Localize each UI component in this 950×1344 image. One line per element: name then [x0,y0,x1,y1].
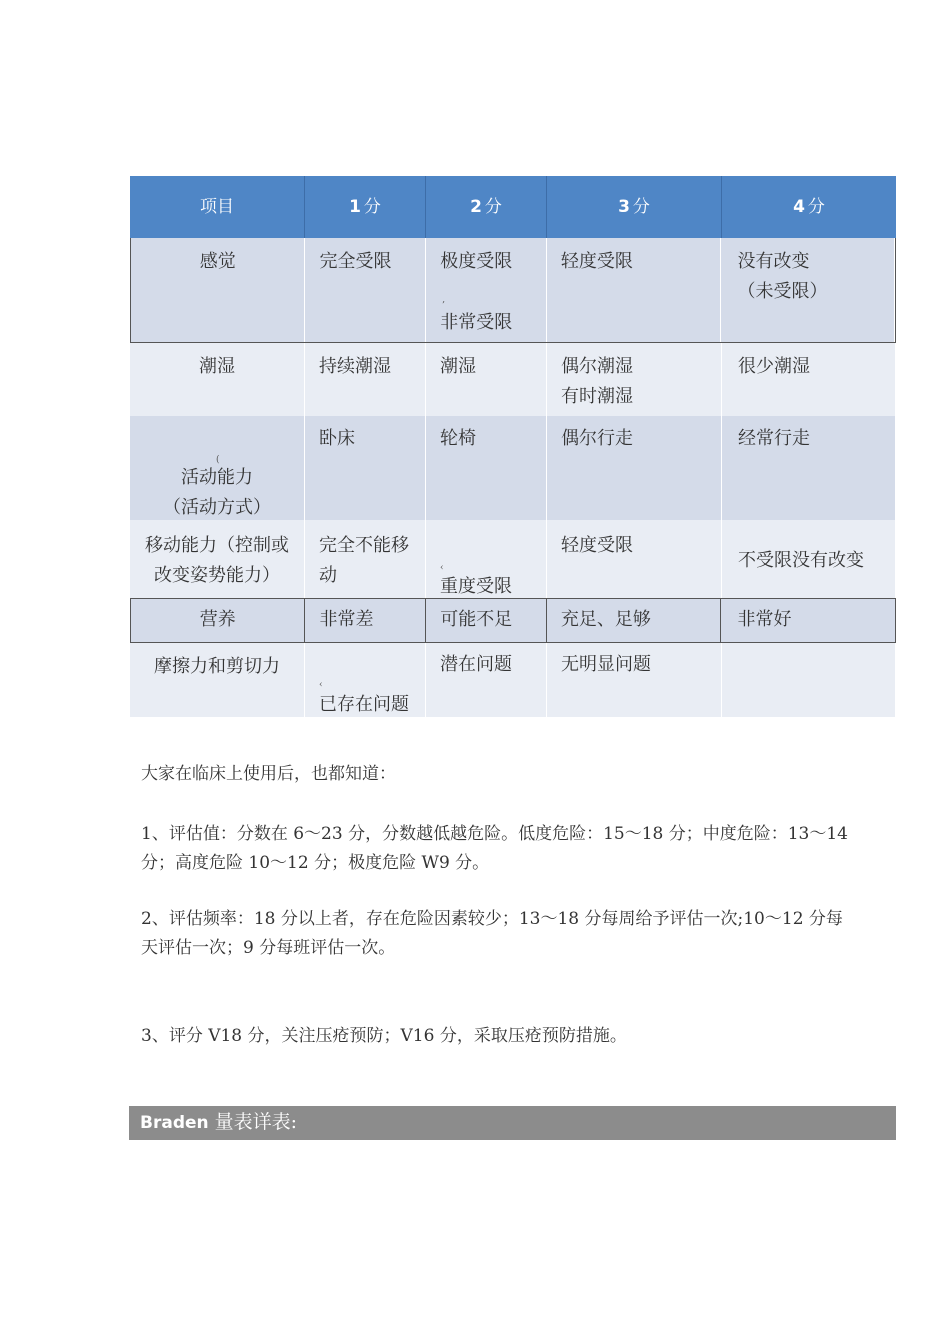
header-score-1: 1 分 [305,176,426,238]
score-1-cell: 完全受限 [305,238,426,342]
header-score-4: 4 分 [793,197,825,217]
row-label: 感觉 [131,238,305,342]
score-4-cell [722,643,896,717]
section-heading-bar [129,1106,896,1140]
section-heading-bold: Braden [140,1113,209,1133]
score-2-cell: 轮椅 [426,416,547,520]
section-heading-text: 量表详表: [208,1111,298,1133]
header-score-3: 3 分 [547,176,722,238]
paragraph-frequency: 2、评估频率：18 分以上者，存在危险因素较少；13〜18 分每周给予评估一次;10〜12 分每 天评估一次；9 分每班评估一次。 [141,909,843,958]
table-row-mobility [130,520,896,598]
table-row-moisture [130,343,896,416]
row-label: 潮湿 [130,343,305,416]
score-2-cell: 极度受限 , 非常受限 [426,238,547,342]
row-label: ( 活动能力 （活动方式） [130,416,305,520]
score-1-cell: ‹ 已存在问题 [305,643,426,717]
intro-paragraph: 大家在临床上使用后，也都知道： [141,764,396,784]
score-4-cell: 经常行走 [722,416,896,520]
score-3-cell: 偶尔潮湿 有时潮湿 [547,343,722,416]
score-1-cell: 持续潮湿 [305,343,426,416]
score-2-cell: 潜在问题 [426,643,547,717]
paragraph-score-values: 1、评估值：分数在 6〜23 分，分数越低越危险。低度危险：15〜18 分；中度危险：13〜14 分；高度危险 10〜12 分；极度危险 W9 分。 [141,824,849,873]
score-2-cell: 潮湿 [426,343,547,416]
score-4-cell: 很少潮湿 [722,343,896,416]
row-label: 营养 [131,599,305,642]
score-3-cell: 无明显问题 [547,643,722,717]
score-4-cell: 没有改变 （未受限） [721,238,895,342]
header-score-2: 2 分 [426,176,547,238]
table-row-nutrition [130,598,896,643]
table-header-row [130,176,896,238]
score-4-cell: 非常好 [737,609,792,630]
score-1-cell: 完全不能移 动 [305,520,426,598]
score-4-cell: 不受限没有改变 [722,520,896,598]
table-row-activity [130,416,896,520]
header-item: 项目 [130,176,305,238]
score-3-cell: 偶尔行走 [547,416,722,520]
row-label: 摩擦力和剪切力 [130,643,305,717]
table-row-friction-shear [130,643,896,717]
paragraph-threshold: 3、评分 V18 分，关注压疮预防；V16 分，采取压疮预防措施。 [141,1026,627,1046]
score-1-cell: 卧床 [305,416,426,520]
row-label: 移动能力（控制或 改变姿势能力） [130,520,305,598]
score-3-cell: 轻度受限 [547,520,722,598]
score-2-cell: ‹ 重度受限 [426,520,547,598]
table-row-sensation [130,238,896,343]
score-1-cell: 非常差 [305,599,426,642]
score-3-cell: 轻度受限 [547,238,722,342]
score-2-cell: 可能不足 [426,599,547,642]
braden-score-table [130,176,896,717]
score-3-cell: 充足、足够 [547,599,722,642]
